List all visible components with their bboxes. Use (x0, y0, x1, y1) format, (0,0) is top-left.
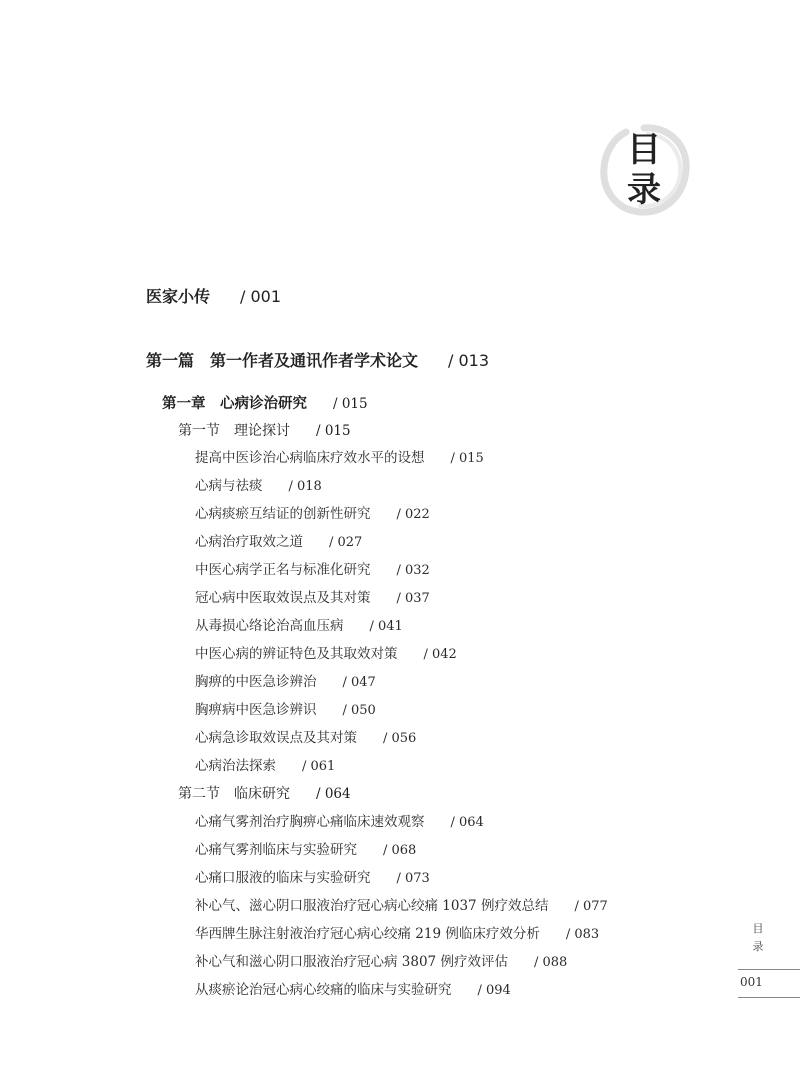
side-tab-char: 录 (752, 940, 764, 953)
toc-entry-title: 补心气和滋心阴口服液治疗冠心病 3807 例疗效评估 (195, 954, 508, 970)
toc-entry-part[interactable] (146, 286, 281, 308)
toc-entry-page: / 064 (316, 786, 351, 802)
toc-entry-title: 心病痰瘀互结证的创新性研究 (195, 506, 371, 522)
toc-entry-article[interactable] (195, 839, 416, 862)
toc-entry-page: / 068 (383, 843, 417, 858)
toc-entry-title: 医家小传 (146, 287, 211, 306)
toc-entry-page: / 042 (423, 647, 457, 662)
toc-entry-article[interactable] (195, 615, 403, 638)
toc-entry-article[interactable] (195, 811, 484, 834)
toc-entry-page: / 073 (396, 871, 430, 886)
toc-entry-page: / 050 (342, 703, 376, 718)
toc-entry-article[interactable] (195, 923, 599, 946)
toc-entry-page: / 001 (240, 287, 282, 306)
toc-entry-section[interactable] (178, 783, 351, 805)
toc-entry-page: / 018 (288, 479, 322, 494)
toc-entry-page: / 047 (342, 675, 376, 690)
side-tab-char: 目 (752, 922, 764, 935)
toc-entry-title: 从痰瘀论治冠心病心绞痛的临床与实验研究 (195, 982, 452, 998)
toc-entry-title: 心病与祛痰 (195, 478, 263, 494)
toc-entry-page: / 077 (574, 899, 608, 914)
toc-entry-title: 中医心病的辨证特色及其取效对策 (195, 646, 398, 662)
toc-entry-title: 中医心病学正名与标准化研究 (195, 562, 371, 578)
folio-rule-top (738, 969, 800, 970)
toc-entry-page: / 064 (450, 815, 484, 830)
toc-entry-page: / 061 (302, 759, 336, 774)
toc-entry-page: / 015 (316, 423, 351, 439)
toc-entry-title: 第一篇 第一作者及通讯作者学术论文 (146, 351, 419, 370)
contents-title-char-1: 目 (627, 130, 661, 170)
toc-entry-article[interactable] (195, 531, 362, 554)
toc-entry-title: 提高中医诊治心病临床疗效水平的设想 (195, 450, 425, 466)
toc-entry-article[interactable] (195, 671, 376, 694)
page-number: 001 (740, 975, 763, 989)
toc-entry-article[interactable] (195, 503, 430, 526)
toc-entry-title: 从毒损心络论治高血压病 (195, 618, 344, 634)
toc-entry-title: 心痛口服液的临床与实验研究 (195, 870, 371, 886)
toc-entry-page: / 056 (383, 731, 417, 746)
side-section-tab (740, 920, 800, 956)
toc-entry-article[interactable] (195, 559, 430, 582)
toc-entry-page: / 022 (396, 507, 430, 522)
toc-entry-article[interactable] (195, 447, 484, 470)
toc-entry-page: / 094 (477, 983, 511, 998)
toc-entry-title: 第一章 心病诊治研究 (162, 395, 307, 412)
toc-entry-article[interactable] (195, 979, 511, 1002)
toc-entry-page: / 015 (333, 396, 368, 412)
toc-entry-article[interactable] (195, 587, 430, 610)
toc-entry-article[interactable] (195, 643, 457, 666)
toc-entry-page: / 015 (450, 451, 484, 466)
toc-entry-title: 第一节 理论探讨 (178, 423, 290, 439)
toc-entry-title: 补心气、滋心阴口服液治疗冠心病心绞痛 1037 例疗效总结 (195, 898, 549, 914)
toc-entry-page: / 013 (448, 351, 490, 370)
toc-entry-article[interactable] (195, 699, 376, 722)
toc-entry-article[interactable] (195, 755, 335, 778)
toc-entry-page: / 083 (565, 927, 600, 942)
toc-entry-title: 第二节 临床研究 (178, 786, 290, 802)
toc-entry-part[interactable] (146, 350, 489, 372)
toc-entry-page: / 027 (329, 535, 363, 550)
toc-entry-page: / 041 (369, 619, 403, 634)
contents-title-char-2: 录 (627, 170, 661, 210)
toc-entry-article[interactable] (195, 475, 322, 498)
toc-entry-title: 心痛气雾剂治疗胸痹心痛临床速效观察 (195, 814, 425, 830)
toc-entry-title: 心痛气雾剂临床与实验研究 (195, 842, 357, 858)
toc-entry-title: 心病急诊取效误点及其对策 (195, 730, 357, 746)
toc-entry-page: / 037 (396, 591, 430, 606)
toc-entry-title: 心病治法探索 (195, 758, 276, 774)
toc-entry-article[interactable] (195, 867, 430, 890)
toc-entry-title: 胸痹的中医急诊辨治 (195, 674, 317, 690)
toc-entry-title: 冠心病中医取效误点及其对策 (195, 590, 371, 606)
toc-entry-article[interactable] (195, 895, 608, 918)
toc-entry-title: 心病治疗取效之道 (195, 534, 303, 550)
toc-entry-page: / 032 (396, 563, 430, 578)
contents-title-seal (596, 122, 692, 218)
toc-entry-title: 胸痹病中医急诊辨识 (195, 702, 317, 718)
toc-entry-section[interactable] (178, 420, 351, 442)
toc-entry-page: / 088 (533, 955, 568, 970)
toc-entry-title: 华西牌生脉注射液治疗冠心病心绞痛 219 例临床疗效分析 (195, 926, 540, 942)
toc-entry-article[interactable] (195, 951, 567, 974)
toc-entry-article[interactable] (195, 727, 416, 750)
toc-entry-chapter[interactable] (162, 393, 368, 415)
folio-rule-bottom (738, 997, 800, 998)
